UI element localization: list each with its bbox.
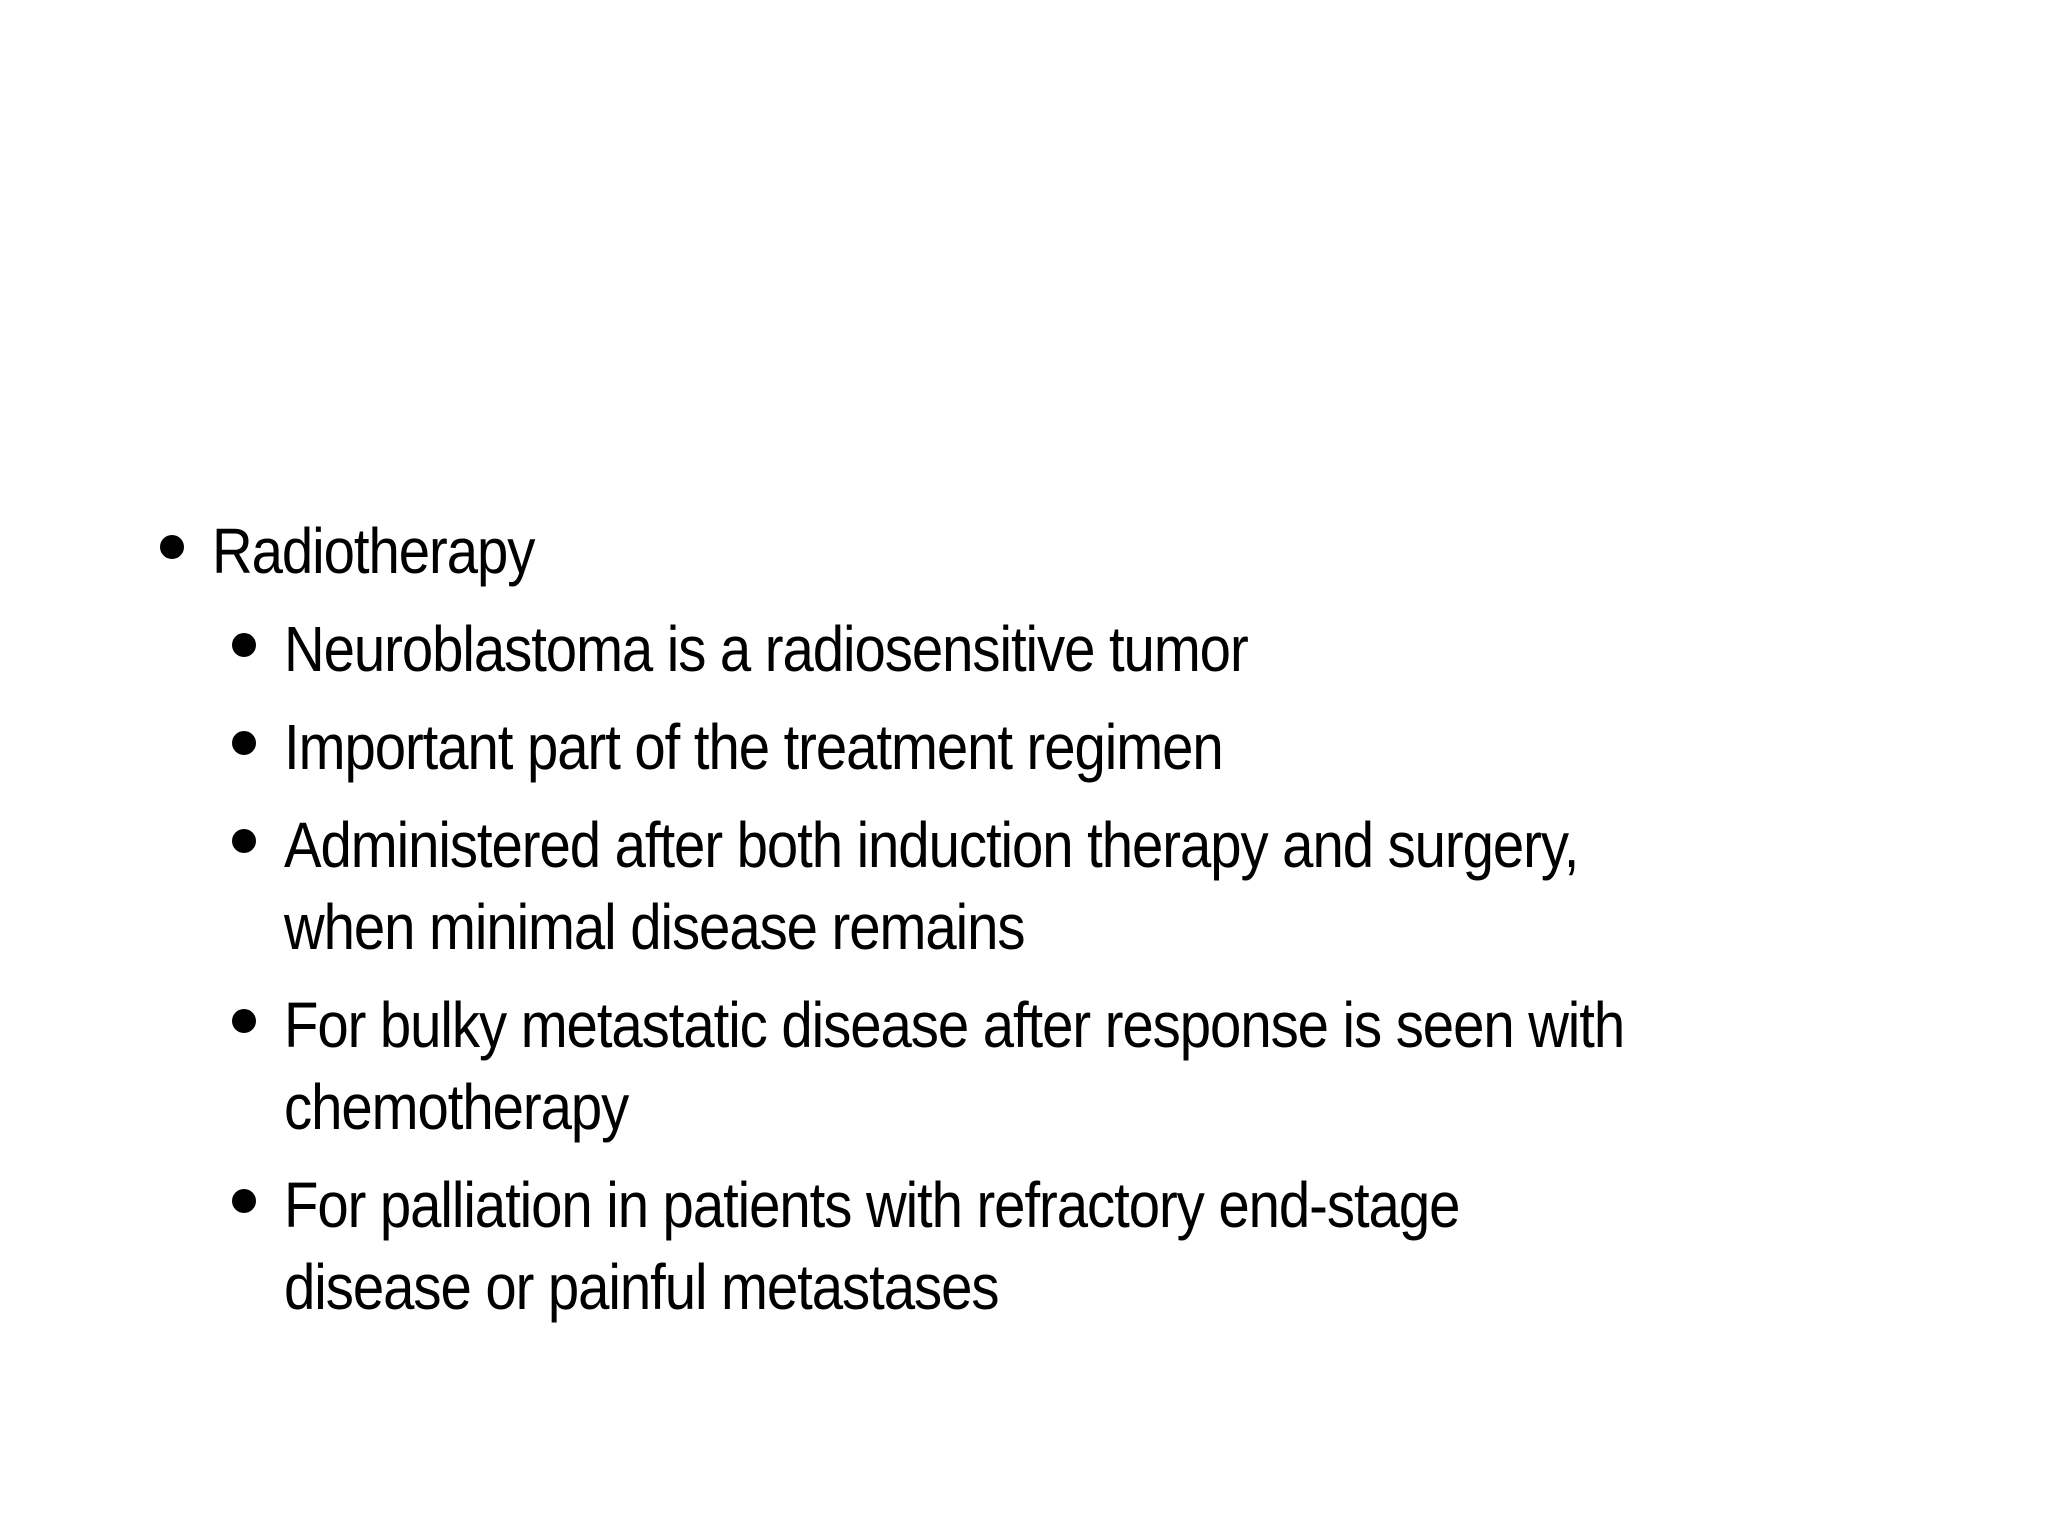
sub-bullet-text: Administered after both induction therapy and surgery, when minimal disease remains bbox=[284, 809, 1579, 963]
bullet-dot-icon bbox=[232, 829, 256, 853]
sub-bullet-item bbox=[232, 1164, 1844, 1328]
bullet-dot-icon bbox=[232, 731, 256, 755]
sub-bullet-text: For palliation in patients with refractory end-stage disease or painful metastases bbox=[284, 1169, 1460, 1323]
sub-bullet-item bbox=[232, 608, 1844, 690]
sub-bullet-text: For bulky metastatic disease after response is seen with chemotherapy bbox=[284, 989, 1625, 1143]
bullet-dot-icon bbox=[232, 1189, 256, 1213]
bullet-dot-icon bbox=[232, 633, 256, 657]
bullet-dot-icon bbox=[232, 1009, 256, 1033]
sub-bullet-text: Neuroblastoma is a radiosensitive tumor bbox=[284, 613, 1248, 685]
sub-bullet-text: Important part of the treatment regimen bbox=[284, 711, 1223, 783]
main-bullet-item bbox=[160, 510, 1920, 592]
sub-bullet-item bbox=[232, 804, 1844, 968]
bullet-dot-icon bbox=[160, 535, 184, 559]
main-bullet-text: Radiotherapy bbox=[212, 515, 535, 587]
bullet-list bbox=[160, 510, 1920, 1328]
sub-bullet-item bbox=[232, 984, 1844, 1148]
sub-bullet-item bbox=[232, 706, 1844, 788]
